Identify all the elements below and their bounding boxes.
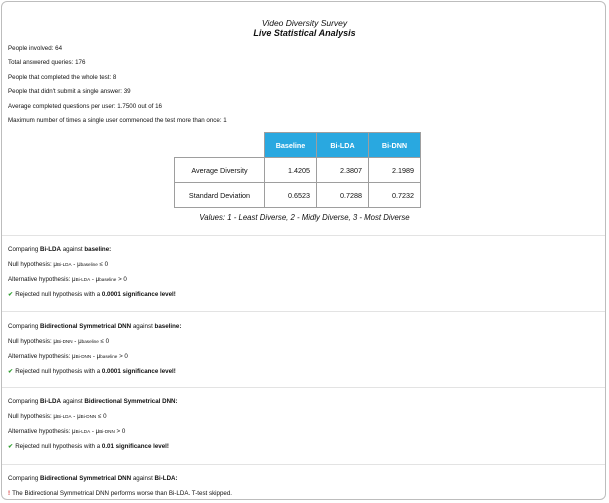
result-end: ! xyxy=(173,368,176,375)
subscript: Bi-DNN xyxy=(99,429,115,434)
results-table xyxy=(174,132,421,208)
alternative-hypothesis xyxy=(8,275,598,290)
comparison-mid: against xyxy=(132,475,153,482)
skip-message xyxy=(8,489,598,500)
minus-sign: - xyxy=(90,428,96,435)
mu-symbol: μ xyxy=(53,261,57,268)
comparison-heading xyxy=(8,474,598,489)
model-b-name: baseline xyxy=(154,323,180,330)
page-title: Video Diversity Survey xyxy=(261,18,348,28)
null-hypothesis xyxy=(8,412,598,427)
checkmark-icon: ✔ xyxy=(8,368,14,375)
table-corner-cell xyxy=(175,133,265,158)
stat-no-answer: People that didn't submit a single answer: 39 xyxy=(8,88,131,95)
subscript: Bi-LDA xyxy=(57,262,72,267)
result-end: ! xyxy=(173,291,176,298)
comparison-heading xyxy=(8,322,598,337)
null-hypothesis xyxy=(8,260,598,275)
mu-symbol: μ xyxy=(78,338,82,345)
null-label: Null hypothesis: xyxy=(8,338,52,345)
stat-people-involved: People involved: 64 xyxy=(8,45,63,52)
alternative-hypothesis xyxy=(8,352,598,367)
subscript: Bi-LDA xyxy=(75,429,91,434)
subscript: baseline xyxy=(100,354,118,359)
null-label: Null hypothesis: xyxy=(8,413,52,420)
comparison-mid: against xyxy=(62,398,83,405)
stat-total-queries: Total answered queries: 176 xyxy=(8,59,86,66)
table-cell: 0.7232 xyxy=(369,183,421,208)
model-b-name: Bidirectional Symmetrical DNN xyxy=(84,398,176,405)
comparison-prefix: Comparing xyxy=(8,246,39,253)
table-header-row xyxy=(175,133,421,158)
result-end: ! xyxy=(166,443,169,450)
comparison-mid: against xyxy=(62,246,83,253)
table-row xyxy=(175,158,421,183)
stat-max-commenced: Maximum number of times a single user commenced the test more than once: 1 xyxy=(8,117,227,124)
mu-symbol: μ xyxy=(95,428,100,435)
mu-symbol: μ xyxy=(72,353,76,360)
significance-level: 0.01 significance level xyxy=(101,443,167,450)
mu-symbol: μ xyxy=(95,276,100,283)
table-cell: 0.7288 xyxy=(317,183,369,208)
null-label: Null hypothesis: xyxy=(8,261,52,268)
table-cell: 2.3807 xyxy=(317,158,369,183)
survey-window xyxy=(1,1,606,500)
minus-sign: - xyxy=(72,338,79,345)
mu-symbol: μ xyxy=(77,261,81,268)
mu-symbol: μ xyxy=(72,276,76,283)
model-a-name: Bi-LDA xyxy=(40,398,61,405)
skip-message-text: The Bidirectional Symmetrical DNN performs worse than Bi-LDA. T-test skipped. xyxy=(12,490,233,497)
null-operator: ≤ 0 xyxy=(99,261,109,268)
minus-sign: - xyxy=(71,413,78,420)
alt-label: Alternative hypothesis: xyxy=(8,428,71,435)
table-row xyxy=(175,183,421,208)
alt-label: Alternative hypothesis: xyxy=(8,276,71,283)
subscript: baseline xyxy=(81,339,99,344)
model-a-name: Bi-LDA xyxy=(40,246,61,253)
significance-level: 0.0001 significance level xyxy=(101,368,174,375)
subscript: Bi-LDA xyxy=(75,277,91,282)
row-label: Standard Deviation xyxy=(175,183,265,208)
stat-completed-test: People that completed the whole test: 8 xyxy=(8,74,117,81)
exclamation-icon: ! xyxy=(8,490,11,497)
section-divider xyxy=(2,464,606,465)
minus-sign: - xyxy=(91,353,97,360)
comparison-section-bilda-baseline xyxy=(8,245,598,305)
comparison-section-bilda-bidnn xyxy=(8,397,598,457)
section-divider xyxy=(2,235,606,236)
null-operator: ≤ 0 xyxy=(97,413,107,420)
mu-symbol: μ xyxy=(53,413,57,420)
mu-symbol: μ xyxy=(77,413,81,420)
model-b-name: Bi-LDA xyxy=(154,475,176,482)
comparison-heading xyxy=(8,245,598,260)
null-hypothesis xyxy=(8,337,598,352)
comparison-section-bidnn-baseline xyxy=(8,322,598,382)
minus-sign: - xyxy=(90,276,96,283)
column-header: Baseline xyxy=(265,133,317,158)
minus-sign: - xyxy=(71,261,78,268)
comparison-heading xyxy=(8,397,598,412)
result-text: Rejected null hypothesis with a xyxy=(15,443,101,450)
comparison-section-bidnn-bilda xyxy=(8,474,598,500)
stat-avg-completed: Average completed questions per user: 1.7500 out of 16 xyxy=(8,103,162,110)
heading-end: : xyxy=(175,475,178,482)
result-text: Rejected null hypothesis with a xyxy=(15,291,101,298)
values-legend: Values: 1 - Least Diverse, 2 - Midly Diverse, 3 - Most Diverse xyxy=(199,213,410,222)
null-operator: ≤ 0 xyxy=(100,338,110,345)
comparison-mid: against xyxy=(132,323,153,330)
test-result xyxy=(8,367,598,382)
alt-operator: > 0 xyxy=(119,353,128,360)
subscript: Bi-LDA xyxy=(57,414,72,419)
subscript: Bi-DNN xyxy=(57,339,73,344)
alternative-hypothesis xyxy=(8,427,598,442)
comparison-prefix: Comparing xyxy=(8,398,39,405)
mu-symbol: μ xyxy=(72,428,76,435)
column-header: Bi-LDA xyxy=(317,133,369,158)
subscript: baseline xyxy=(80,262,98,267)
heading-end: : xyxy=(109,246,112,253)
model-a-name: Bidirectional Symmetrical DNN xyxy=(40,323,132,330)
comparison-prefix: Comparing xyxy=(8,323,39,330)
test-result xyxy=(8,442,598,457)
alt-label: Alternative hypothesis: xyxy=(8,353,71,360)
comparison-prefix: Comparing xyxy=(8,475,39,482)
section-divider xyxy=(2,311,606,312)
mu-symbol: μ xyxy=(96,353,101,360)
checkmark-icon: ✔ xyxy=(8,291,14,298)
heading-end: : xyxy=(175,398,178,405)
table-cell: 1.4205 xyxy=(265,158,317,183)
model-a-name: Bidirectional Symmetrical DNN xyxy=(40,475,132,482)
heading-end: : xyxy=(179,323,182,330)
page-subtitle: Live Statistical Analysis xyxy=(253,28,356,38)
alt-operator: > 0 xyxy=(116,428,126,435)
mu-symbol: μ xyxy=(53,338,57,345)
section-divider xyxy=(2,387,606,388)
subscript: baseline xyxy=(99,277,117,282)
result-text: Rejected null hypothesis with a xyxy=(15,368,101,375)
alt-operator: > 0 xyxy=(118,276,127,283)
significance-level: 0.0001 significance level xyxy=(101,291,174,298)
checkmark-icon: ✔ xyxy=(8,443,14,450)
subscript: Bi-DNN xyxy=(75,354,92,359)
column-header: Bi-DNN xyxy=(369,133,421,158)
model-b-name: baseline xyxy=(84,246,110,253)
row-label: Average Diversity xyxy=(175,158,265,183)
subscript: Bi-DNN xyxy=(80,414,97,419)
test-result xyxy=(8,290,598,305)
table-cell: 2.1989 xyxy=(369,158,421,183)
table-cell: 0.6523 xyxy=(265,183,317,208)
